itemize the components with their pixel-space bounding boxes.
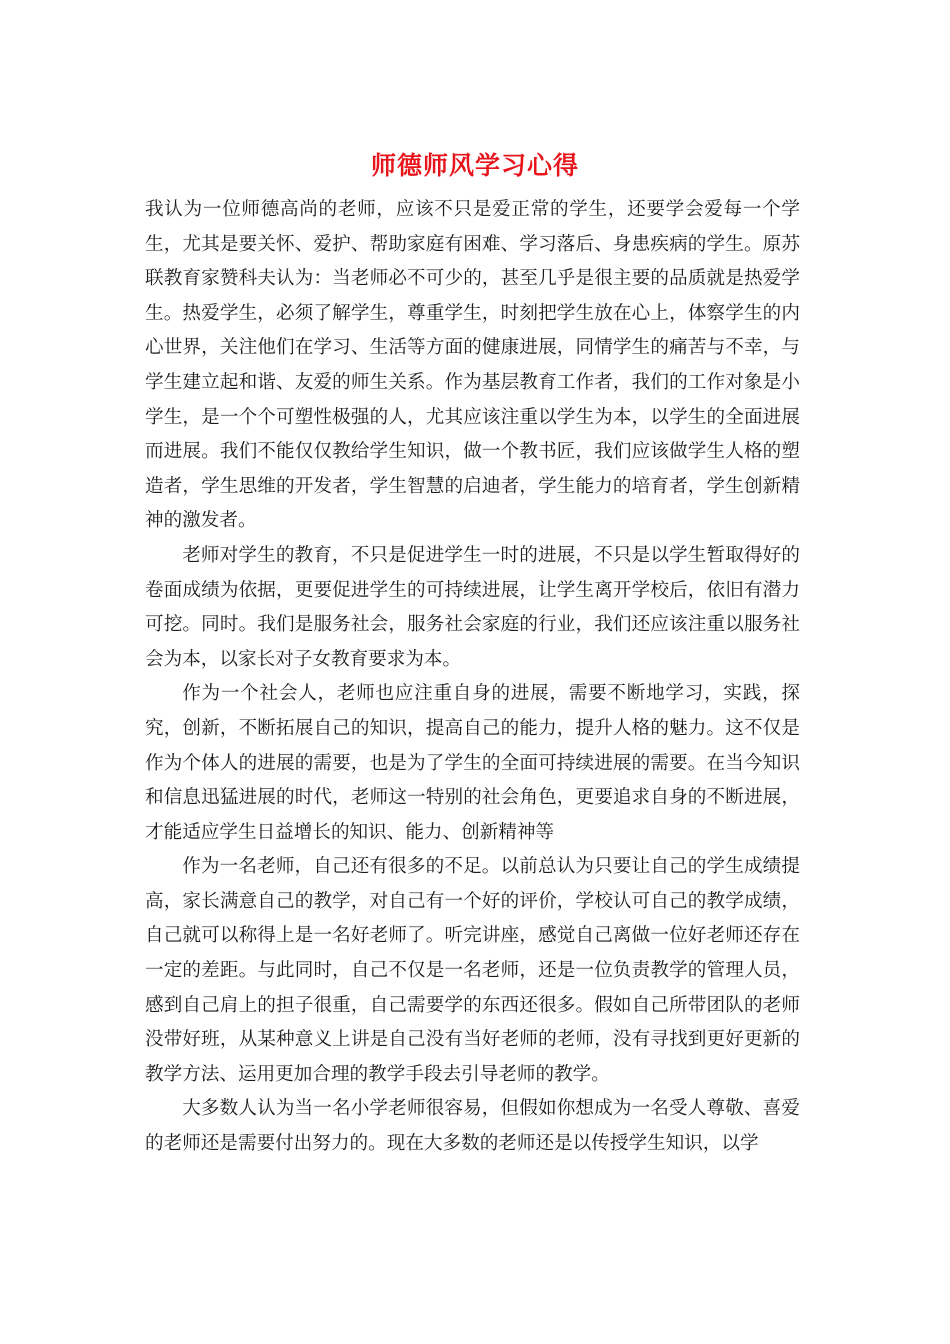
document-title: 师德师风学习心得 (370, 151, 579, 180)
paragraph-1: 我认为一位师德高尚的老师，应该不只是爱正常的学生，还要学会爱每一个学生，尤其是要关怀、爱护、帮助家庭有困难、学习落后、身患疾病的学生。原苏联教育家赞科夫认为：当老师必不可少的，甚至几乎是很主要的品质就是热爱学生。热爱学生，必须了解学生，尊重学生，时刻把学生放在心上，体察学生的内心世界，关注他们在学习、生活等方面的健康进展，同情学生的痛苦与不幸，与学生建立起和谐、友爱的师生关系。作为基层教育工作者，我们的工作对象是小学生，是一个个可塑性极强的人，尤其应该注重以学生为本，以学生的全面进展而进展。我们不能仅仅教给学生知识，做一个教书匠，我们应该做学生人格的塑造者，学生思维的开发者，学生智慧的启迪者，学生能力的培育者，学生创新精神的激发者。 (145, 199, 800, 532)
paragraph-4: 作为一名老师，自己还有很多的不足。以前总认为只要让自己的学生成绩提高，家长满意自己的教学，对自己有一个好的评价，学校认可自己的教学成绩，自己就可以称得上是一名好老师了。听完讲座，感觉自己离做一位好老师还存在一定的差距。与此同时，自己不仅是一名老师，还是一位负责教学的管理人员，感到自己肩上的担子很重，自己需要学的东西还很多。假如自己所带团队的老师没带好班，从某种意义上讲是自己没有当好老师的老师，没有寻找到更好更新的教学方法、运用更加合理的教学手段去引导老师的教学。 (145, 856, 800, 1085)
document-body (145, 193, 800, 1162)
paragraph-2: 老师对学生的教育，不只是促进学生一时的进展，不只是以学生暂取得好的卷面成绩为依据，更要促进学生的可持续进展，让学生离开学校后，依旧有潜力可挖。同时。我们是服务社会，服务社会家庭的行业，我们还应该注重以服务社会为本，以家长对子女教育要求为本。 (145, 544, 800, 670)
paragraph-5: 大多数人认为当一名小学老师很容易，但假如你想成为一名受人尊敬、喜爱的老师还是需要付出努力的。现在大多数的老师还是以传授学生知识，以学 (145, 1098, 800, 1155)
paragraph-3: 作为一个社会人，老师也应注重自身的进展，需要不断地学习，实践，探究，创新，不断拓展自己的知识，提高自己的能力，提升人格的魅力。这不仅是作为个体人的进展的需要，也是为了学生的全面可持续进展的需要。在当今知识和信息迅猛进展的时代，老师这一特别的社会角色，更要追求自身的不断进展，才能适应学生日益增长的知识、能力、创新精神等 (145, 683, 800, 843)
